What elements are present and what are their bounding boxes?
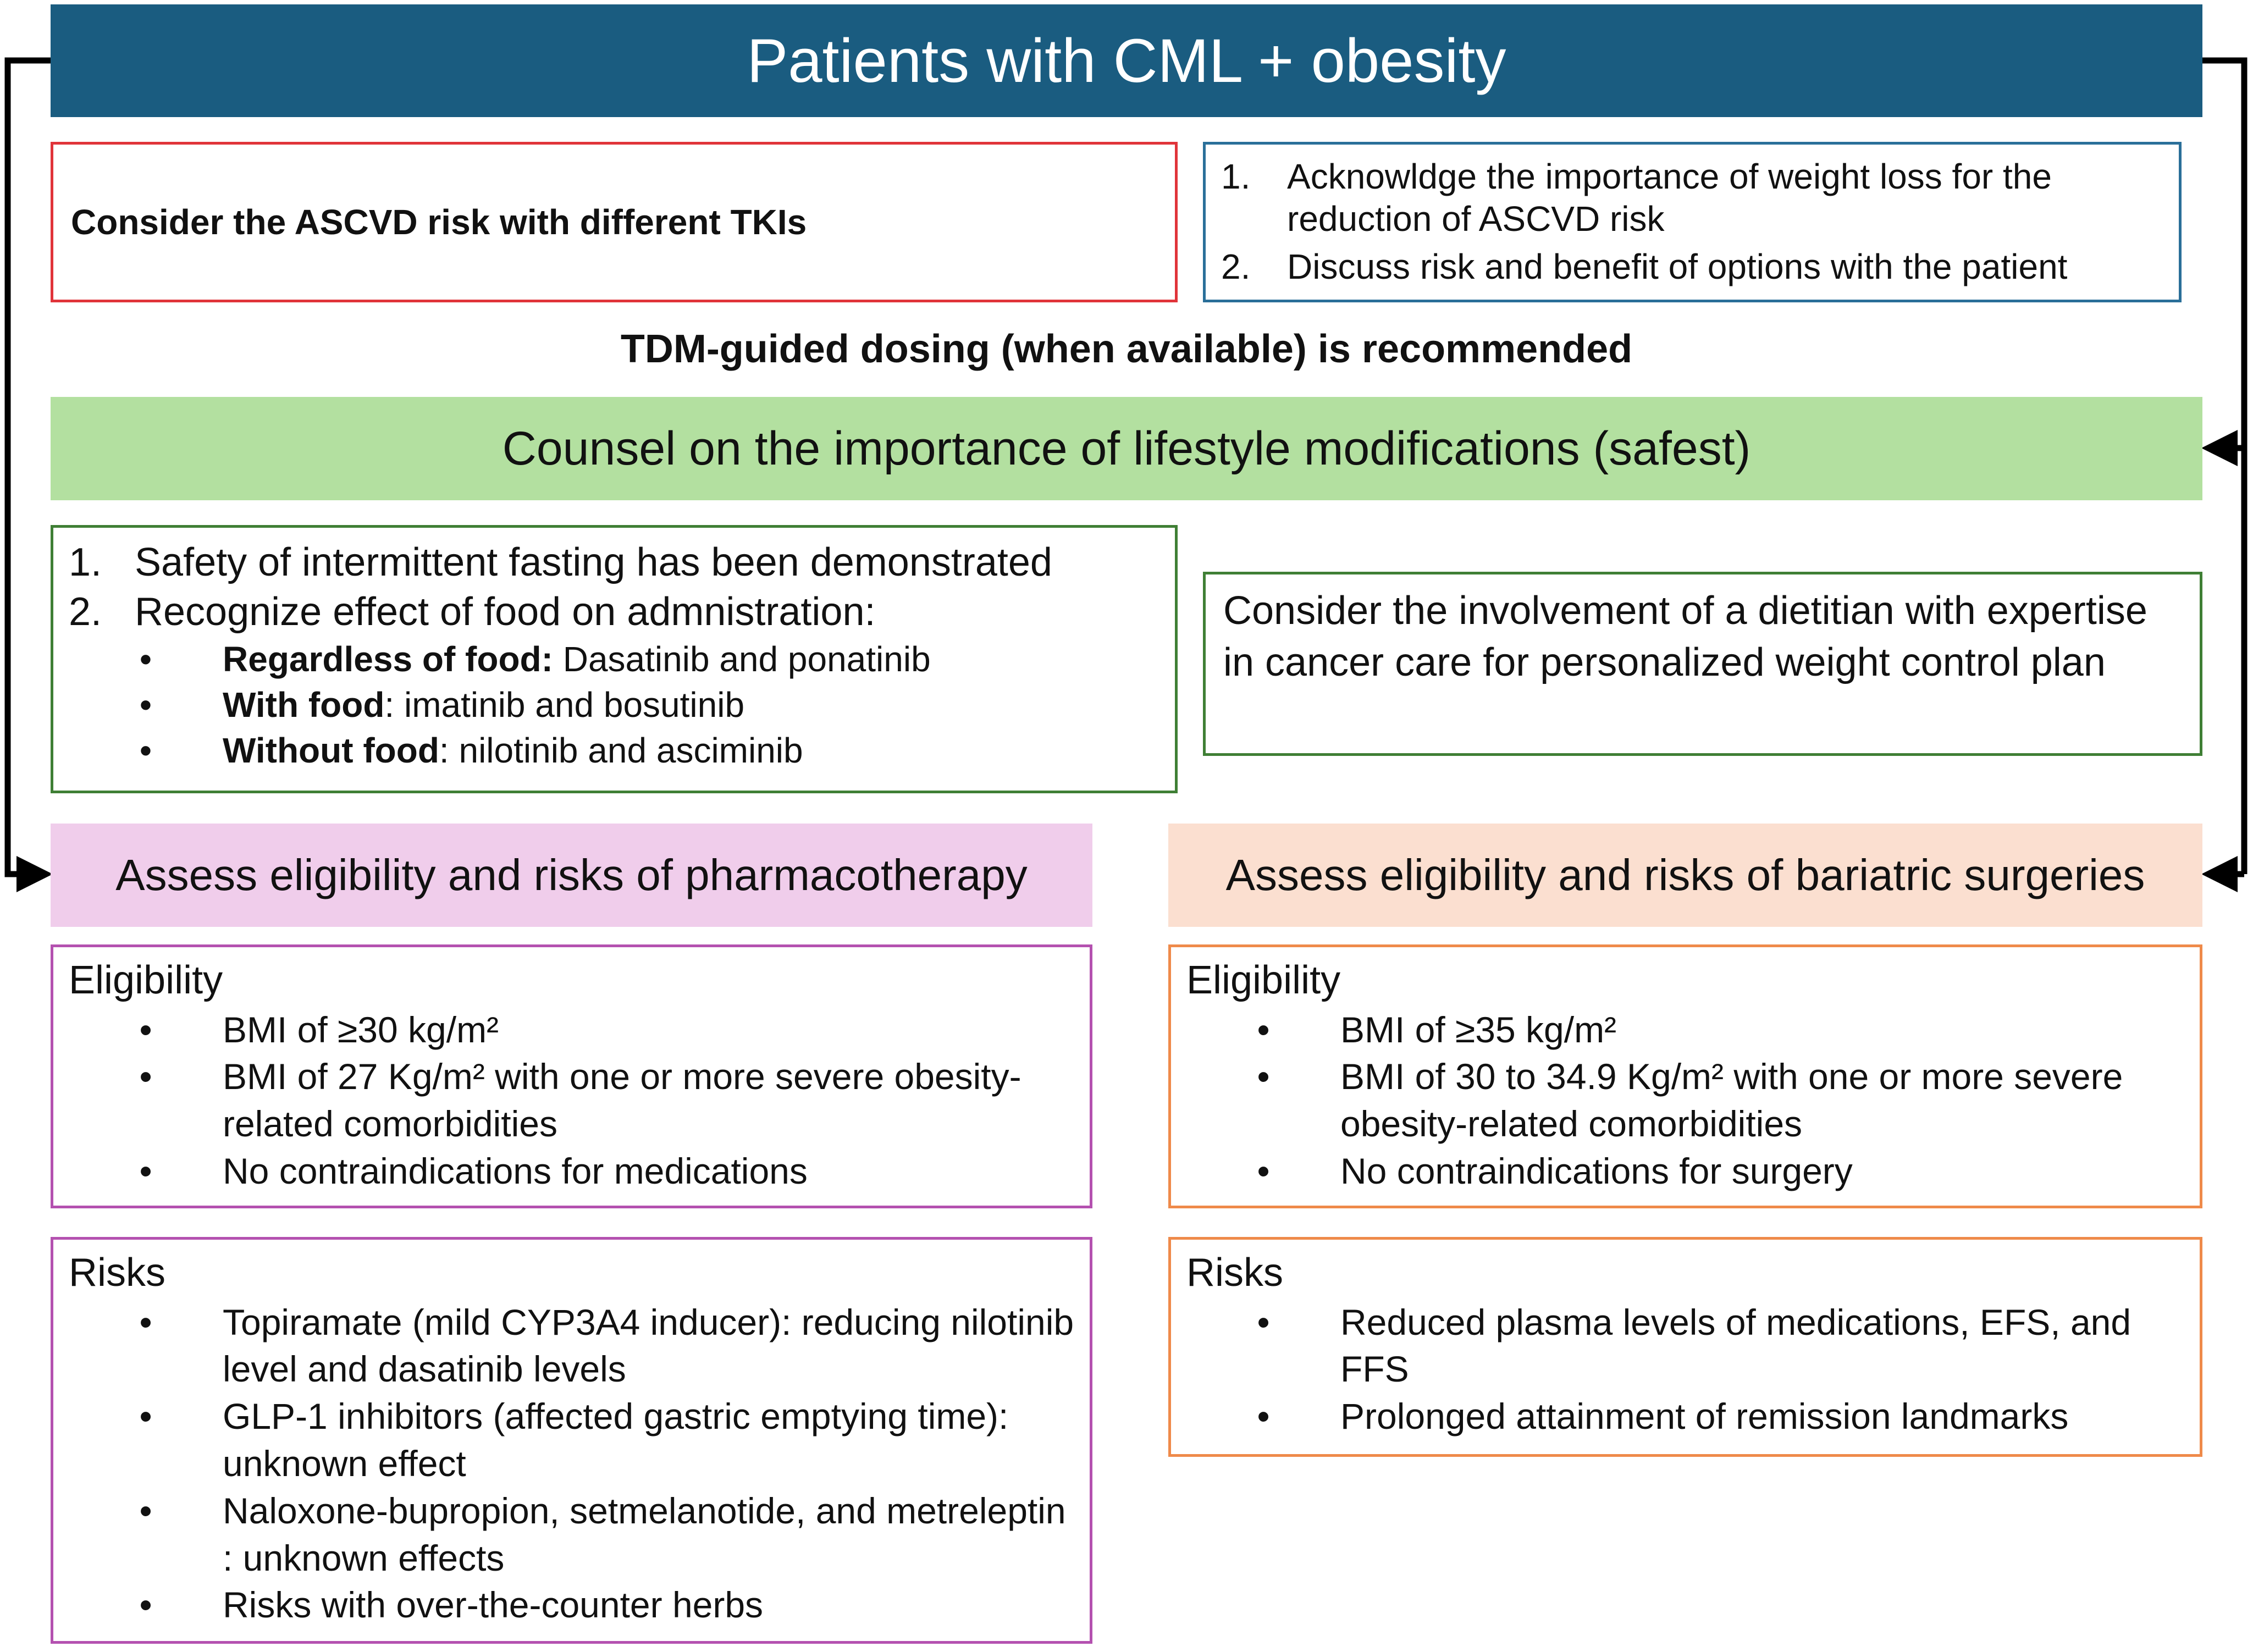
tdm-text: TDM-guided dosing (when available) is recommended [620, 327, 1633, 371]
bullet: • [139, 1396, 152, 1437]
eligibility-list [1186, 1007, 2184, 1195]
bullet: • [139, 1056, 152, 1097]
left-connector-arrow [8, 60, 51, 874]
list-text: Topiramate (mild CYP3A4 inducer): reducing nilotinib level and dasatinib levels [223, 1301, 1074, 1390]
bullet: • [1257, 1396, 1270, 1437]
food-label: With food [223, 685, 385, 725]
list-text: BMI of 30 to 34.9 Kg/m² with one or more severe obesity-related comorbidities [1340, 1056, 2123, 1145]
list-item [1221, 156, 2163, 240]
food-item [69, 637, 1159, 682]
bariatric-title: Assess eligibility and risks of bariatric surgeries [1225, 850, 2145, 899]
title-banner [51, 4, 2202, 117]
list-number: 2. [1221, 246, 1251, 286]
bullet: • [139, 731, 152, 771]
food-drugs: : nilotinib and asciminib [439, 731, 803, 771]
weight-loss-box [1203, 142, 2182, 302]
list-text: BMI of ≥30 kg/m² [223, 1009, 499, 1050]
right-connector-line [2202, 60, 2244, 874]
list-number: 1. [69, 540, 102, 584]
list-text: Acknowldge the importance of weight loss for the reduction of ASCVD risk [1287, 157, 2052, 239]
food-list [69, 637, 1159, 774]
risks-list [69, 1299, 1074, 1629]
eligibility-list [69, 1007, 1074, 1195]
risks-heading: Risks [69, 1251, 165, 1295]
eligibility-heading: Eligibility [1186, 958, 1341, 1002]
food-label: Regardless of food: [223, 639, 553, 679]
list-item [1186, 1148, 2184, 1195]
list-item [69, 1582, 1074, 1629]
list-text: BMI of ≥35 kg/m² [1340, 1009, 1617, 1050]
ascvd-risk-text: Consider the ASCVD risk with different TKIs [71, 202, 807, 242]
counsel-text: Counsel on the importance of lifestyle modifications (safest) [502, 422, 1751, 475]
dietitian-box [1203, 572, 2202, 756]
list-item [69, 1393, 1074, 1488]
list-number: 2. [69, 590, 102, 634]
list-text: Safety of intermittent fasting has been demonstrated [135, 540, 1052, 584]
dietitian-text: Consider the involvement of a dietitian with expertise in cancer care for personalized weight control plan [1223, 589, 2147, 684]
tdm-recommendation [51, 322, 2202, 377]
bullet: • [139, 1009, 152, 1050]
list-item [69, 1299, 1074, 1394]
bariatric-risks-box [1168, 1237, 2202, 1457]
list-item [69, 538, 1159, 587]
bullet: • [139, 685, 152, 725]
bullet: • [1257, 1150, 1270, 1191]
counsel-banner [51, 397, 2202, 500]
bullet: • [1257, 1056, 1270, 1097]
list-item [1186, 1393, 2184, 1440]
page-title: Patients with CML + obesity [747, 26, 1506, 95]
list-text: No contraindications for medications [223, 1150, 808, 1191]
pharmacotherapy-title: Assess eligibility and risks of pharmacotherapy [115, 850, 1028, 899]
lifestyle-box [51, 525, 1178, 793]
bullet: • [1257, 1009, 1270, 1050]
list-text: No contraindications for surgery [1340, 1150, 1853, 1191]
bariatric-header [1168, 824, 2202, 927]
weight-loss-list [1221, 156, 2163, 288]
list-text: BMI of 27 Kg/m² with one or more severe obesity-related comorbidities [223, 1056, 1021, 1145]
list-item [1221, 246, 2163, 288]
lifestyle-list [69, 538, 1159, 637]
food-item [69, 728, 1159, 773]
list-item [69, 1488, 1074, 1582]
list-number: 1. [1221, 157, 1251, 196]
risks-heading: Risks [1186, 1251, 1283, 1295]
list-item [69, 1007, 1074, 1054]
list-item [1186, 1299, 2184, 1394]
risks-list [1186, 1299, 2184, 1440]
list-text: GLP-1 inhibitors (affected gastric emptying time): unknown effect [223, 1396, 1009, 1484]
ascvd-risk-box [51, 142, 1178, 302]
list-text: Recognize effect of food on admnistration: [135, 590, 876, 634]
eligibility-heading: Eligibility [69, 958, 223, 1002]
list-text: Naloxone-bupropion, setmelanotide, and metreleptin : unknown effects [223, 1490, 1066, 1578]
list-item [1186, 1053, 2184, 1148]
food-drugs: : imatinib and bosutinib [384, 685, 745, 725]
list-text: Reduced plasma levels of medications, EFS, and FFS [1340, 1301, 2131, 1390]
bullet: • [139, 1490, 152, 1531]
list-item [69, 1053, 1074, 1148]
list-item [69, 587, 1159, 637]
bullet: • [139, 639, 152, 679]
bullet: • [139, 1301, 152, 1342]
list-text: Risks with over-the-counter herbs [223, 1584, 764, 1626]
bullet: • [139, 1150, 152, 1191]
pharma-eligibility-box [51, 944, 1092, 1208]
bariatric-eligibility-box [1168, 944, 2202, 1208]
bullet: • [139, 1584, 152, 1626]
bullet: • [1257, 1301, 1270, 1342]
pharmacotherapy-header [51, 824, 1092, 927]
list-text: Prolonged attainment of remission landmarks [1340, 1396, 2069, 1437]
list-item [69, 1148, 1074, 1195]
food-item [69, 682, 1159, 728]
food-label: Without food [223, 731, 439, 771]
food-drugs: Dasatinib and ponatinib [553, 639, 931, 679]
pharma-risks-box [51, 1237, 1092, 1644]
list-item [1186, 1007, 2184, 1054]
list-text: Discuss risk and benefit of options with the patient [1287, 246, 2068, 286]
